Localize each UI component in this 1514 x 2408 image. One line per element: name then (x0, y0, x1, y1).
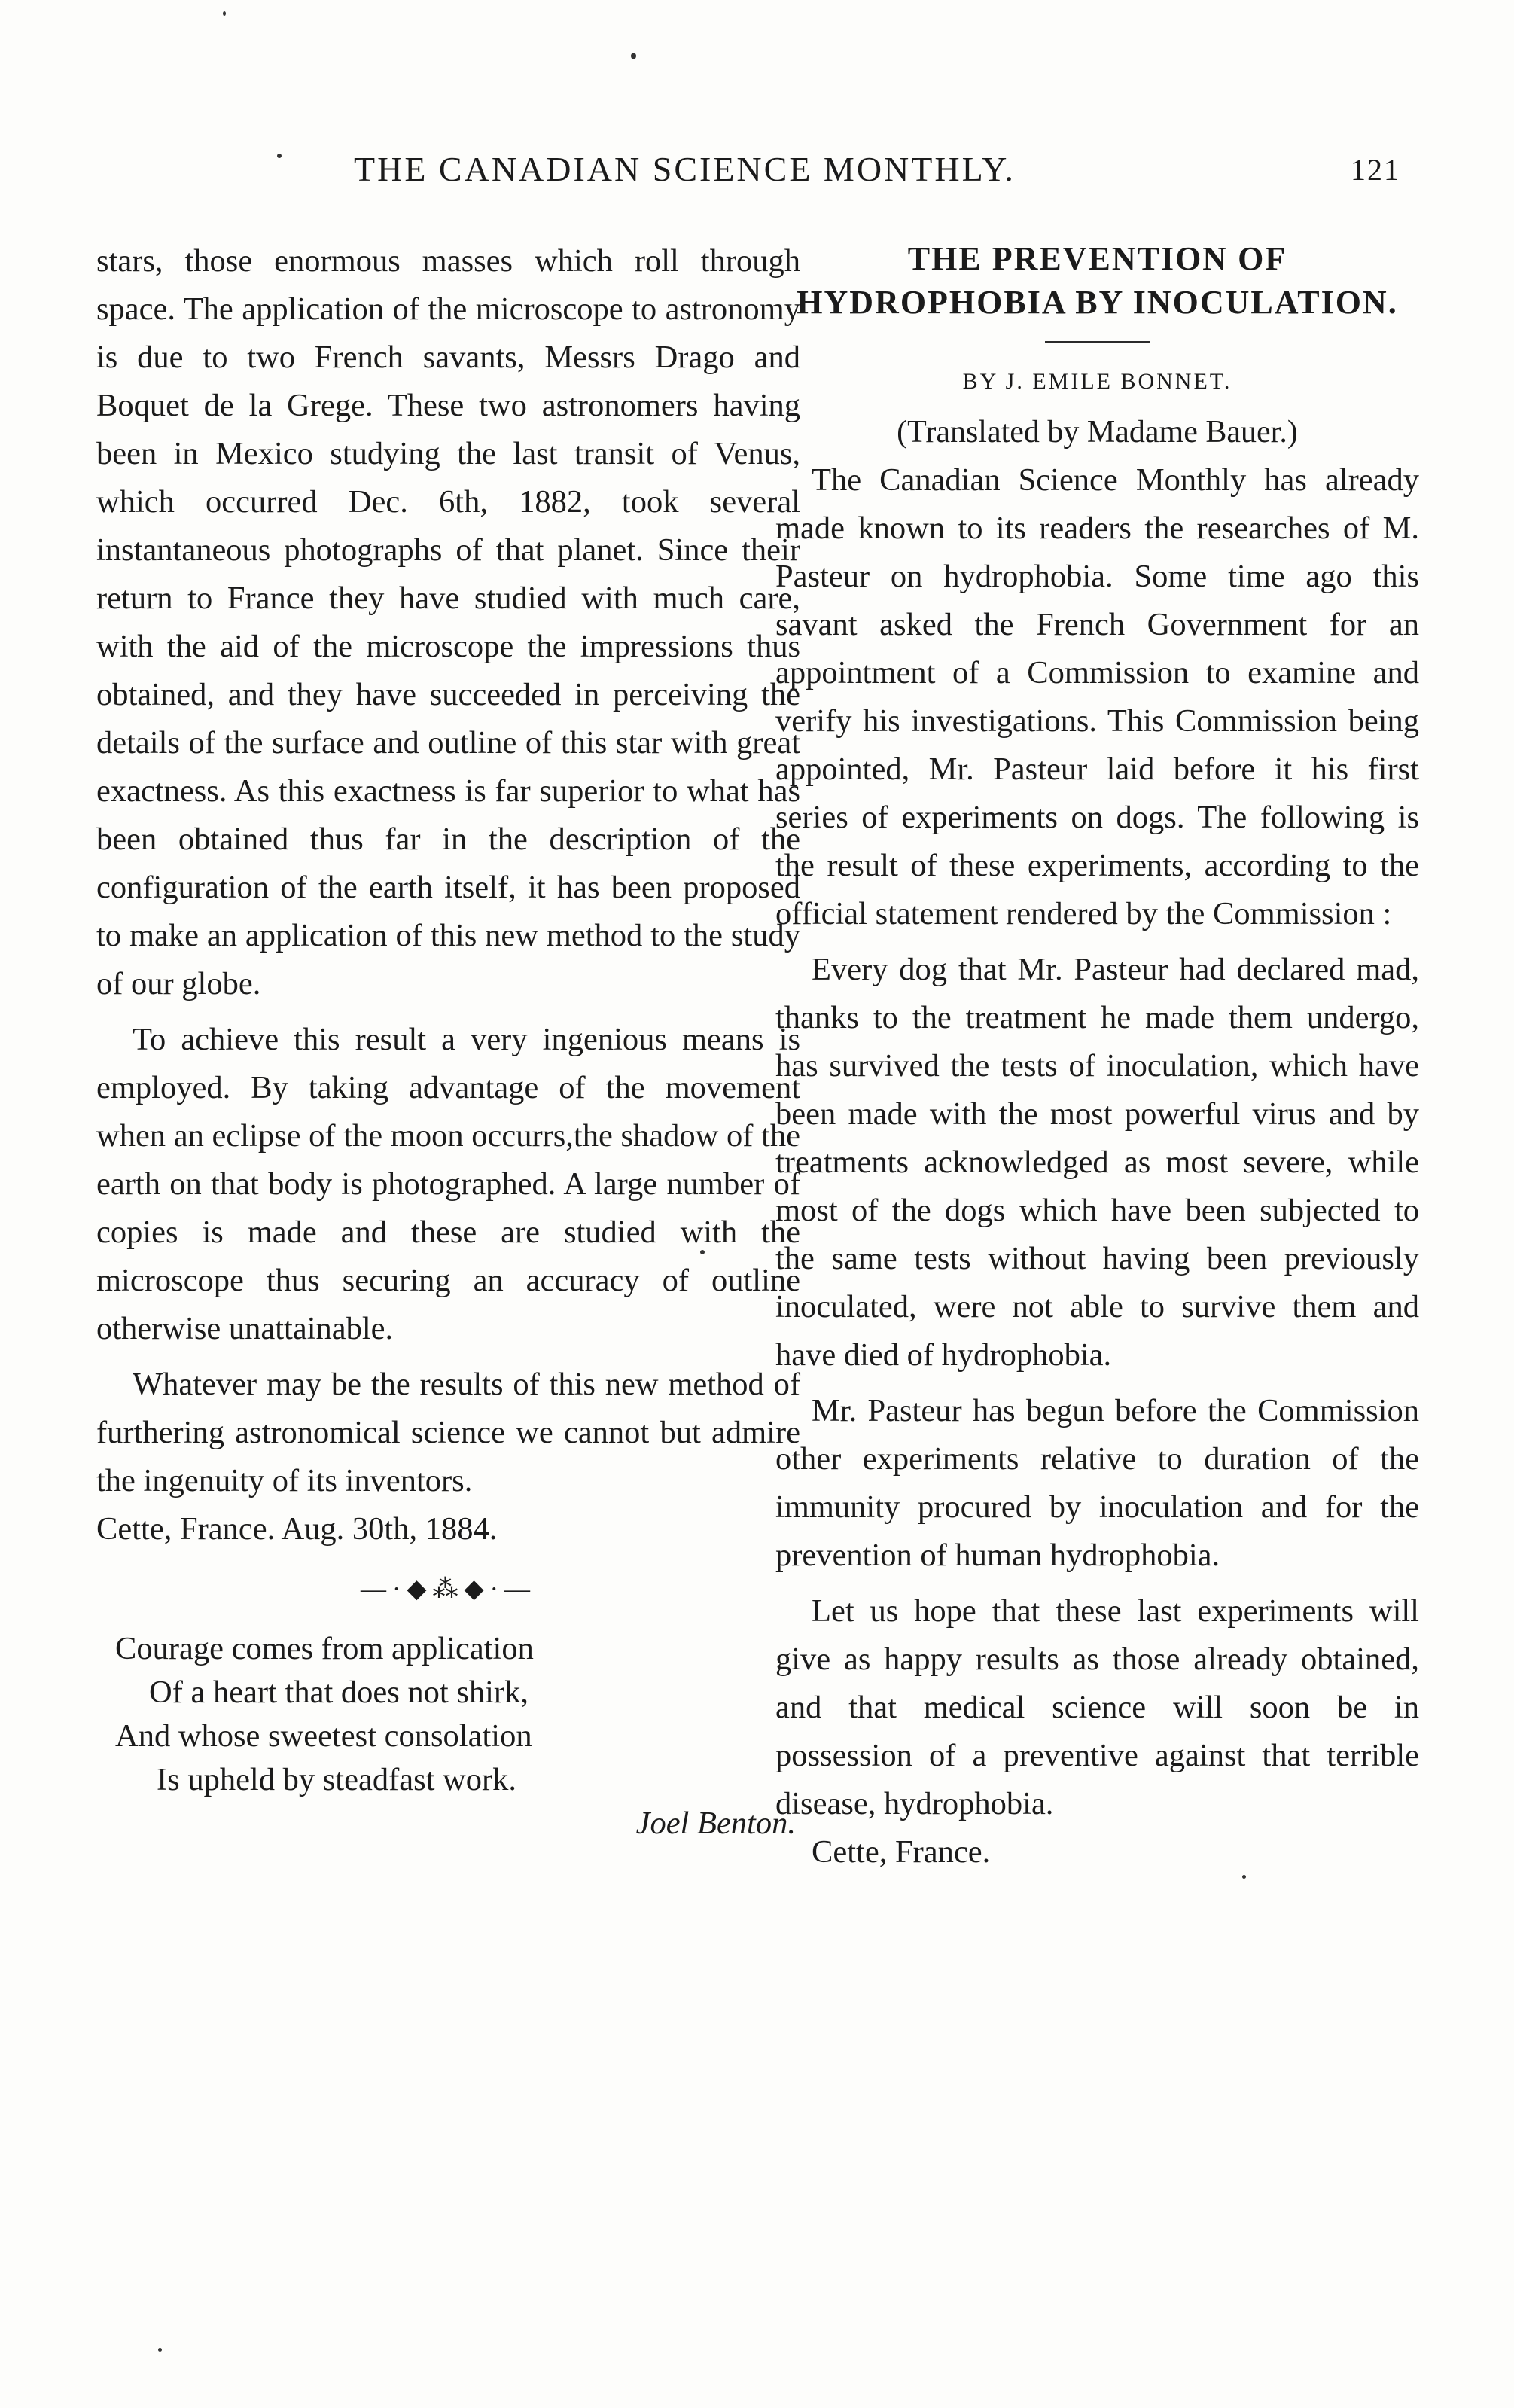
title-rule (1045, 341, 1150, 343)
running-title: THE CANADIAN SCIENCE MONTHLY. (354, 150, 1016, 188)
print-speck (277, 154, 282, 158)
right-column (775, 237, 1419, 1876)
body-paragraph: Let us hope that these last experiments will give as happy results as those already obtained, and that medical science will soon be in possession of a preventive against that terrible disease, hydrophobia. (775, 1593, 1419, 1821)
place-date: Cette, France. Aug. 30th, 1884. (96, 1511, 498, 1547)
translator-note: (Translated by Madame Bauer.) (897, 415, 1298, 450)
body-paragraph: The Canadian Science Monthly has already made known to its readers the researches of M. Pasteur on hydrophobia. Some time ago this savant asked the French Government for an appointment of a Commission to examine and verify his investigations. This Commission being appointed, Mr. Pasteur laid before it his first series of experiments on dogs. The following is the result of these experiments, according to the official statement rendered by the Commission : (775, 462, 1419, 931)
poem (96, 1627, 800, 1846)
place-line: Cette, France. (812, 1834, 991, 1870)
ornament-divider: —·◆⁂◆·— (361, 1575, 536, 1603)
print-speck (158, 2348, 162, 2352)
page-header (354, 149, 1400, 202)
left-column (96, 237, 800, 1846)
article-title: THE PREVENTION OF HYDROPHOBIA BY INOCULATION. (797, 240, 1398, 321)
body-paragraph: Every dog that Mr. Pasteur had declared mad, thanks to the treatment he made them undergo, has survived the tests of inoculation, which have been made with the most powerful virus and by treatments acknowledged as most severe, while most of the dogs which have been subjected to the same tests without having been previously inoculated, were not able to survive them and have died of hydrophobia. (775, 952, 1419, 1373)
poem-line: Is upheld by steadfast work. (157, 1762, 517, 1797)
page-number: 121 (1351, 153, 1400, 187)
body-paragraph: To achieve this result a very ingenious means is employed. By taking advantage of the movement when an eclipse of the moon occurrs,the shadow of the earth on that body is photographed. A large number of copies is made and these are studied with the microscope thus securing an accuracy of outline otherwise unattainable. (96, 1022, 800, 1346)
poem-line: Courage comes from application (115, 1631, 534, 1666)
print-speck (223, 11, 226, 16)
body-paragraph: stars, those enormous masses which roll through space. The application of the microscope to astronomy is due to two French savants, Messrs Drago and Boquet de la Grege. These two astronomers having been in Mexico studying the last transit of Venus, which occurred Dec. 6th, 1882, took several instantaneous photographs of that planet. Since their return to France they have studied with much care, with the aid of the microscope the impressions thus obtained, and they have succeeded in perceiving the details of the surface and outline of this star with great exactness. As this exactness is far superior to what has been obtained thus far in the description of the configuration of the earth itself, it has been proposed to make an application of this new method to the study of our globe. (96, 243, 800, 1001)
poem-line: And whose sweetest consolation (115, 1718, 532, 1754)
print-speck (631, 53, 636, 59)
poem-line: Of a heart that does not shirk, (149, 1675, 529, 1710)
poem-author: Joel Benton. (635, 1806, 796, 1841)
body-paragraph: Mr. Pasteur has begun before the Commission other experiments relative to duration of the immunity procured by inoculation and for the prevention of human hydrophobia. (775, 1393, 1419, 1573)
body-paragraph: Whatever may be the results of this new method of furthering astronomical science we cannot but admire the ingenuity of its inventors. (96, 1367, 800, 1498)
article-byline: BY J. EMILE BONNET. (962, 369, 1232, 394)
